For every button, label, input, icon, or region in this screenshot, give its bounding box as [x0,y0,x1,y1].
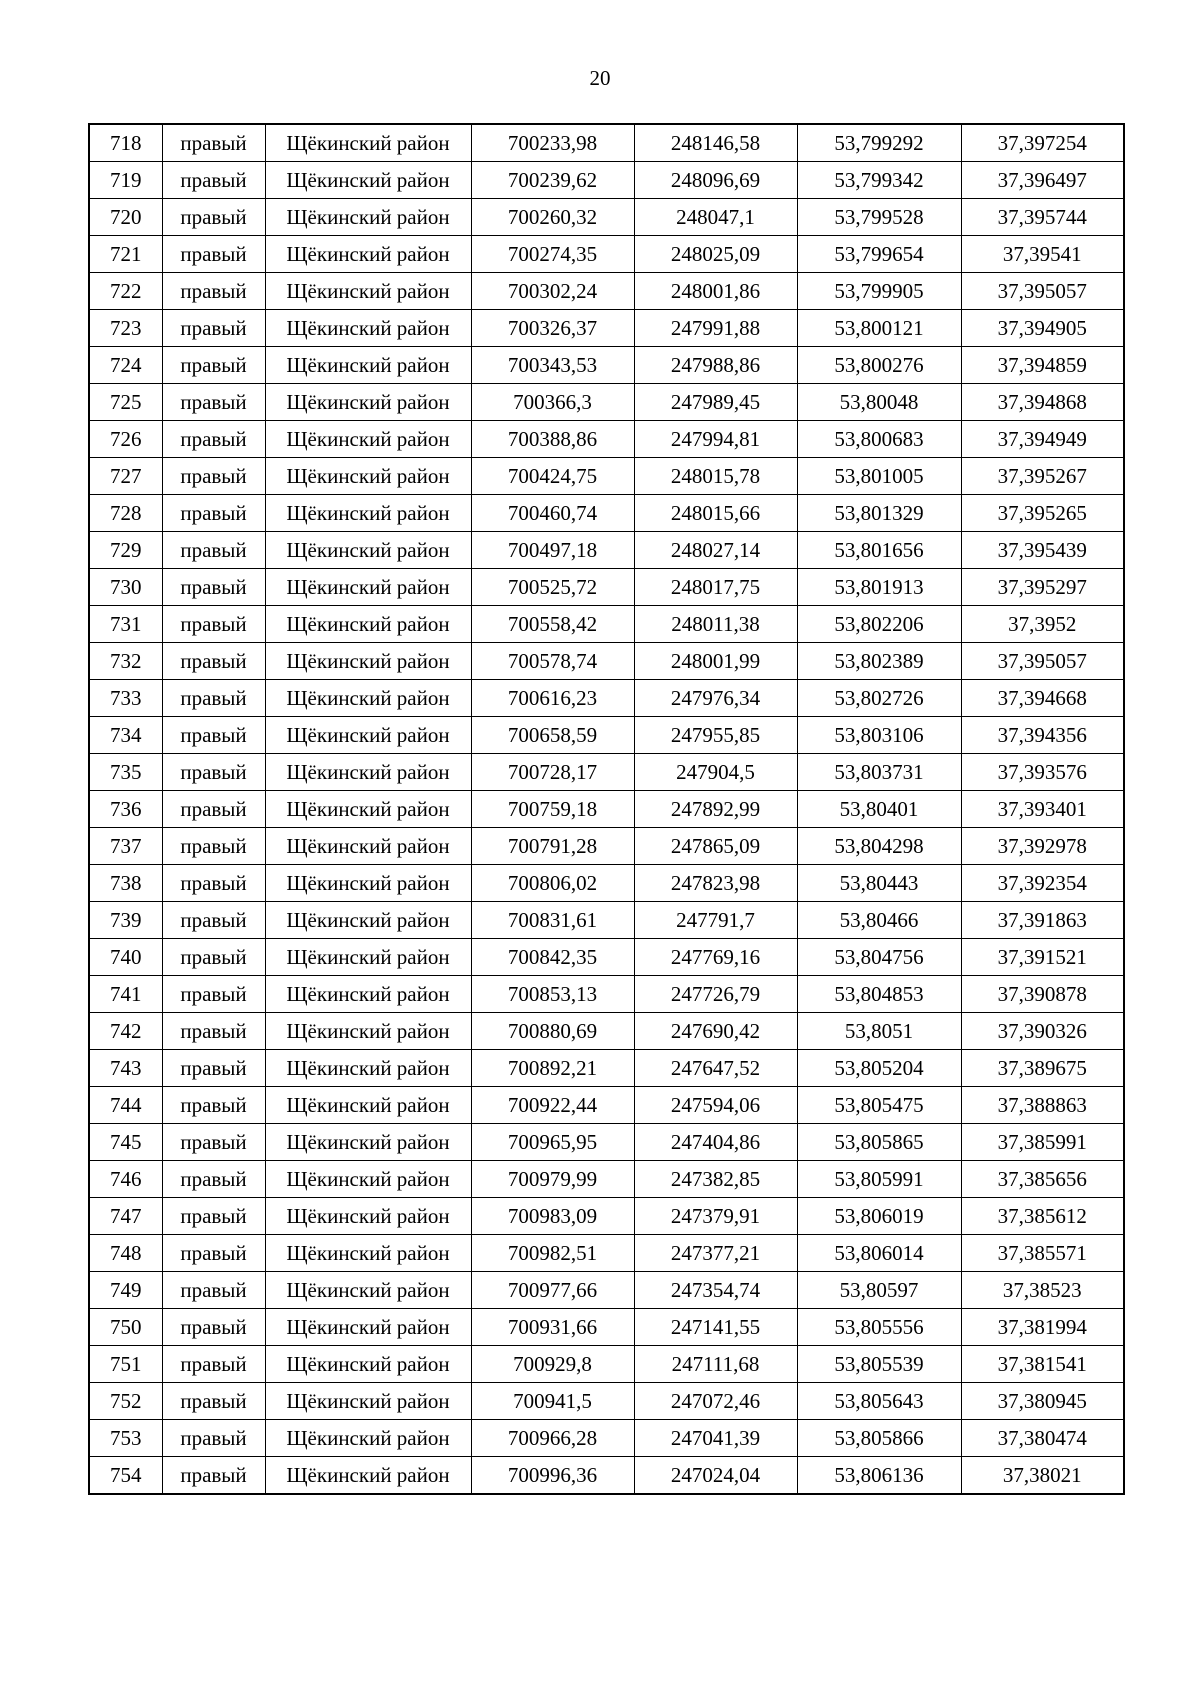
latitude-cell: 53,806019 [797,1198,961,1235]
table-row [89,273,1124,310]
district-cell: Щёкинский район [265,643,471,680]
latitude-cell: 53,799528 [797,199,961,236]
bank-side-cell: правый [162,569,265,606]
x-coordinate-cell: 700388,86 [471,421,634,458]
longitude-cell: 37,390326 [961,1013,1124,1050]
table-row [89,754,1124,791]
latitude-cell: 53,800276 [797,347,961,384]
y-coordinate-cell: 248146,58 [634,124,797,162]
table-row [89,310,1124,347]
table-row [89,1087,1124,1124]
district-cell: Щёкинский район [265,1050,471,1087]
y-coordinate-cell: 247141,55 [634,1309,797,1346]
bank-side-cell: правый [162,1309,265,1346]
bank-side-cell: правый [162,124,265,162]
latitude-cell: 53,8051 [797,1013,961,1050]
y-coordinate-cell: 247379,91 [634,1198,797,1235]
point-number-cell: 739 [89,902,162,939]
longitude-cell: 37,380474 [961,1420,1124,1457]
x-coordinate-cell: 700931,66 [471,1309,634,1346]
district-cell: Щёкинский район [265,273,471,310]
point-number-cell: 750 [89,1309,162,1346]
bank-side-cell: правый [162,310,265,347]
latitude-cell: 53,801913 [797,569,961,606]
y-coordinate-cell: 247976,34 [634,680,797,717]
longitude-cell: 37,381994 [961,1309,1124,1346]
bank-side-cell: правый [162,199,265,236]
bank-side-cell: правый [162,495,265,532]
district-cell: Щёкинский район [265,347,471,384]
longitude-cell: 37,395439 [961,532,1124,569]
bank-side-cell: правый [162,532,265,569]
district-cell: Щёкинский район [265,828,471,865]
district-cell: Щёкинский район [265,1457,471,1495]
longitude-cell: 37,394905 [961,310,1124,347]
point-number-cell: 753 [89,1420,162,1457]
latitude-cell: 53,80048 [797,384,961,421]
table-row [89,421,1124,458]
table-row [89,791,1124,828]
y-coordinate-cell: 248001,99 [634,643,797,680]
longitude-cell: 37,396497 [961,162,1124,199]
district-cell: Щёкинский район [265,532,471,569]
district-cell: Щёкинский район [265,199,471,236]
latitude-cell: 53,805643 [797,1383,961,1420]
latitude-cell: 53,805556 [797,1309,961,1346]
table-row [89,458,1124,495]
longitude-cell: 37,390878 [961,976,1124,1013]
longitude-cell: 37,381541 [961,1346,1124,1383]
table-row [89,532,1124,569]
point-number-cell: 743 [89,1050,162,1087]
latitude-cell: 53,800683 [797,421,961,458]
bank-side-cell: правый [162,1050,265,1087]
longitude-cell: 37,395057 [961,273,1124,310]
x-coordinate-cell: 700965,95 [471,1124,634,1161]
latitude-cell: 53,801005 [797,458,961,495]
table-row [89,1272,1124,1309]
point-number-cell: 722 [89,273,162,310]
x-coordinate-cell: 700424,75 [471,458,634,495]
y-coordinate-cell: 247994,81 [634,421,797,458]
x-coordinate-cell: 700728,17 [471,754,634,791]
bank-side-cell: правый [162,347,265,384]
district-cell: Щёкинский район [265,1161,471,1198]
point-number-cell: 731 [89,606,162,643]
x-coordinate-cell: 700558,42 [471,606,634,643]
y-coordinate-cell: 247404,86 [634,1124,797,1161]
table-row [89,1124,1124,1161]
point-number-cell: 751 [89,1346,162,1383]
table-row [89,1198,1124,1235]
point-number-cell: 719 [89,162,162,199]
latitude-cell: 53,799654 [797,236,961,273]
y-coordinate-cell: 247769,16 [634,939,797,976]
latitude-cell: 53,802206 [797,606,961,643]
point-number-cell: 741 [89,976,162,1013]
district-cell: Щёкинский район [265,1272,471,1309]
district-cell: Щёкинский район [265,1235,471,1272]
bank-side-cell: правый [162,384,265,421]
district-cell: Щёкинский район [265,310,471,347]
table-row [89,1013,1124,1050]
bank-side-cell: правый [162,1383,265,1420]
x-coordinate-cell: 700791,28 [471,828,634,865]
district-cell: Щёкинский район [265,1309,471,1346]
longitude-cell: 37,389675 [961,1050,1124,1087]
y-coordinate-cell: 248011,38 [634,606,797,643]
table-row [89,495,1124,532]
latitude-cell: 53,799342 [797,162,961,199]
y-coordinate-cell: 248047,1 [634,199,797,236]
point-number-cell: 737 [89,828,162,865]
table-row [89,1050,1124,1087]
table-row [89,384,1124,421]
district-cell: Щёкинский район [265,902,471,939]
point-number-cell: 723 [89,310,162,347]
point-number-cell: 736 [89,791,162,828]
district-cell: Щёкинский район [265,1087,471,1124]
longitude-cell: 37,393576 [961,754,1124,791]
point-number-cell: 740 [89,939,162,976]
district-cell: Щёкинский район [265,606,471,643]
x-coordinate-cell: 700326,37 [471,310,634,347]
x-coordinate-cell: 700525,72 [471,569,634,606]
x-coordinate-cell: 700759,18 [471,791,634,828]
table-row [89,1346,1124,1383]
bank-side-cell: правый [162,458,265,495]
longitude-cell: 37,392354 [961,865,1124,902]
point-number-cell: 718 [89,124,162,162]
longitude-cell: 37,394356 [961,717,1124,754]
longitude-cell: 37,392978 [961,828,1124,865]
latitude-cell: 53,801656 [797,532,961,569]
table-row [89,199,1124,236]
district-cell: Щёкинский район [265,717,471,754]
point-number-cell: 729 [89,532,162,569]
longitude-cell: 37,388863 [961,1087,1124,1124]
y-coordinate-cell: 247823,98 [634,865,797,902]
longitude-cell: 37,38021 [961,1457,1124,1495]
table-row [89,606,1124,643]
point-number-cell: 747 [89,1198,162,1235]
table-row [89,717,1124,754]
latitude-cell: 53,799905 [797,273,961,310]
x-coordinate-cell: 700302,24 [471,273,634,310]
table-row [89,162,1124,199]
longitude-cell: 37,394868 [961,384,1124,421]
y-coordinate-cell: 248001,86 [634,273,797,310]
bank-side-cell: правый [162,828,265,865]
longitude-cell: 37,394859 [961,347,1124,384]
longitude-cell: 37,380945 [961,1383,1124,1420]
table-row [89,1383,1124,1420]
district-cell: Щёкинский район [265,1013,471,1050]
latitude-cell: 53,805865 [797,1124,961,1161]
y-coordinate-cell: 247690,42 [634,1013,797,1050]
y-coordinate-cell: 247382,85 [634,1161,797,1198]
latitude-cell: 53,799292 [797,124,961,162]
table-row [89,1161,1124,1198]
longitude-cell: 37,385991 [961,1124,1124,1161]
coordinates-table [88,123,1125,1495]
x-coordinate-cell: 700460,74 [471,495,634,532]
longitude-cell: 37,395267 [961,458,1124,495]
latitude-cell: 53,805204 [797,1050,961,1087]
y-coordinate-cell: 247726,79 [634,976,797,1013]
x-coordinate-cell: 700658,59 [471,717,634,754]
y-coordinate-cell: 247377,21 [634,1235,797,1272]
point-number-cell: 720 [89,199,162,236]
longitude-cell: 37,394949 [961,421,1124,458]
latitude-cell: 53,80401 [797,791,961,828]
district-cell: Щёкинский район [265,124,471,162]
latitude-cell: 53,804298 [797,828,961,865]
district-cell: Щёкинский район [265,939,471,976]
y-coordinate-cell: 247041,39 [634,1420,797,1457]
y-coordinate-cell: 247988,86 [634,347,797,384]
district-cell: Щёкинский район [265,384,471,421]
x-coordinate-cell: 700497,18 [471,532,634,569]
point-number-cell: 735 [89,754,162,791]
x-coordinate-cell: 700880,69 [471,1013,634,1050]
x-coordinate-cell: 700274,35 [471,236,634,273]
table-row [89,643,1124,680]
bank-side-cell: правый [162,902,265,939]
bank-side-cell: правый [162,791,265,828]
y-coordinate-cell: 247991,88 [634,310,797,347]
latitude-cell: 53,80597 [797,1272,961,1309]
y-coordinate-cell: 247594,06 [634,1087,797,1124]
longitude-cell: 37,395744 [961,199,1124,236]
bank-side-cell: правый [162,162,265,199]
longitude-cell: 37,385656 [961,1161,1124,1198]
bank-side-cell: правый [162,1272,265,1309]
latitude-cell: 53,804756 [797,939,961,976]
table-row [89,680,1124,717]
district-cell: Щёкинский район [265,162,471,199]
latitude-cell: 53,805991 [797,1161,961,1198]
point-number-cell: 726 [89,421,162,458]
point-number-cell: 749 [89,1272,162,1309]
latitude-cell: 53,805539 [797,1346,961,1383]
y-coordinate-cell: 247791,7 [634,902,797,939]
y-coordinate-cell: 248015,78 [634,458,797,495]
district-cell: Щёкинский район [265,680,471,717]
longitude-cell: 37,391863 [961,902,1124,939]
longitude-cell: 37,395297 [961,569,1124,606]
latitude-cell: 53,806014 [797,1235,961,1272]
bank-side-cell: правый [162,1124,265,1161]
y-coordinate-cell: 247647,52 [634,1050,797,1087]
y-coordinate-cell: 247111,68 [634,1346,797,1383]
table-row [89,569,1124,606]
table-row [89,1420,1124,1457]
point-number-cell: 730 [89,569,162,606]
bank-side-cell: правый [162,1087,265,1124]
table-row [89,902,1124,939]
y-coordinate-cell: 248025,09 [634,236,797,273]
table-row [89,865,1124,902]
y-coordinate-cell: 247024,04 [634,1457,797,1495]
y-coordinate-cell: 247354,74 [634,1272,797,1309]
district-cell: Щёкинский район [265,569,471,606]
table-row [89,1457,1124,1495]
longitude-cell: 37,39541 [961,236,1124,273]
table-row [89,1309,1124,1346]
x-coordinate-cell: 700979,99 [471,1161,634,1198]
longitude-cell: 37,395265 [961,495,1124,532]
table-row [89,939,1124,976]
y-coordinate-cell: 247955,85 [634,717,797,754]
bank-side-cell: правый [162,1161,265,1198]
longitude-cell: 37,391521 [961,939,1124,976]
y-coordinate-cell: 248017,75 [634,569,797,606]
district-cell: Щёкинский район [265,791,471,828]
longitude-cell: 37,397254 [961,124,1124,162]
x-coordinate-cell: 700239,62 [471,162,634,199]
latitude-cell: 53,80466 [797,902,961,939]
latitude-cell: 53,805475 [797,1087,961,1124]
bank-side-cell: правый [162,939,265,976]
point-number-cell: 746 [89,1161,162,1198]
point-number-cell: 738 [89,865,162,902]
district-cell: Щёкинский район [265,1420,471,1457]
table-row [89,236,1124,273]
latitude-cell: 53,804853 [797,976,961,1013]
x-coordinate-cell: 700578,74 [471,643,634,680]
district-cell: Щёкинский район [265,754,471,791]
x-coordinate-cell: 700366,3 [471,384,634,421]
longitude-cell: 37,395057 [961,643,1124,680]
district-cell: Щёкинский район [265,1124,471,1161]
longitude-cell: 37,38523 [961,1272,1124,1309]
y-coordinate-cell: 248096,69 [634,162,797,199]
point-number-cell: 727 [89,458,162,495]
bank-side-cell: правый [162,1457,265,1495]
bank-side-cell: правый [162,1198,265,1235]
x-coordinate-cell: 700922,44 [471,1087,634,1124]
y-coordinate-cell: 247072,46 [634,1383,797,1420]
district-cell: Щёкинский район [265,458,471,495]
point-number-cell: 742 [89,1013,162,1050]
y-coordinate-cell: 248015,66 [634,495,797,532]
point-number-cell: 721 [89,236,162,273]
x-coordinate-cell: 700806,02 [471,865,634,902]
bank-side-cell: правый [162,421,265,458]
district-cell: Щёкинский район [265,421,471,458]
latitude-cell: 53,801329 [797,495,961,532]
x-coordinate-cell: 700233,98 [471,124,634,162]
y-coordinate-cell: 247892,99 [634,791,797,828]
bank-side-cell: правый [162,236,265,273]
point-number-cell: 724 [89,347,162,384]
longitude-cell: 37,3952 [961,606,1124,643]
table-row [89,828,1124,865]
y-coordinate-cell: 247989,45 [634,384,797,421]
district-cell: Щёкинский район [265,1346,471,1383]
x-coordinate-cell: 700892,21 [471,1050,634,1087]
latitude-cell: 53,803731 [797,754,961,791]
latitude-cell: 53,806136 [797,1457,961,1495]
page-number: 20 [589,66,611,90]
x-coordinate-cell: 700343,53 [471,347,634,384]
bank-side-cell: правый [162,1013,265,1050]
district-cell: Щёкинский район [265,976,471,1013]
bank-side-cell: правый [162,1420,265,1457]
x-coordinate-cell: 700983,09 [471,1198,634,1235]
x-coordinate-cell: 700982,51 [471,1235,634,1272]
district-cell: Щёкинский район [265,1198,471,1235]
y-coordinate-cell: 247904,5 [634,754,797,791]
bank-side-cell: правый [162,680,265,717]
longitude-cell: 37,393401 [961,791,1124,828]
district-cell: Щёкинский район [265,1383,471,1420]
table-row [89,976,1124,1013]
point-number-cell: 733 [89,680,162,717]
latitude-cell: 53,802389 [797,643,961,680]
table-body [89,124,1124,1494]
bank-side-cell: правый [162,1235,265,1272]
longitude-cell: 37,394668 [961,680,1124,717]
x-coordinate-cell: 700966,28 [471,1420,634,1457]
latitude-cell: 53,800121 [797,310,961,347]
latitude-cell: 53,805866 [797,1420,961,1457]
y-coordinate-cell: 248027,14 [634,532,797,569]
bank-side-cell: правый [162,273,265,310]
longitude-cell: 37,385571 [961,1235,1124,1272]
table-row [89,124,1124,162]
x-coordinate-cell: 700996,36 [471,1457,634,1495]
bank-side-cell: правый [162,754,265,791]
latitude-cell: 53,803106 [797,717,961,754]
longitude-cell: 37,385612 [961,1198,1124,1235]
point-number-cell: 734 [89,717,162,754]
bank-side-cell: правый [162,643,265,680]
table-row [89,347,1124,384]
bank-side-cell: правый [162,976,265,1013]
bank-side-cell: правый [162,717,265,754]
latitude-cell: 53,802726 [797,680,961,717]
x-coordinate-cell: 700853,13 [471,976,634,1013]
point-number-cell: 752 [89,1383,162,1420]
x-coordinate-cell: 700941,5 [471,1383,634,1420]
point-number-cell: 754 [89,1457,162,1495]
x-coordinate-cell: 700260,32 [471,199,634,236]
point-number-cell: 725 [89,384,162,421]
x-coordinate-cell: 700831,61 [471,902,634,939]
y-coordinate-cell: 247865,09 [634,828,797,865]
point-number-cell: 728 [89,495,162,532]
bank-side-cell: правый [162,865,265,902]
x-coordinate-cell: 700929,8 [471,1346,634,1383]
point-number-cell: 745 [89,1124,162,1161]
district-cell: Щёкинский район [265,236,471,273]
x-coordinate-cell: 700616,23 [471,680,634,717]
point-number-cell: 732 [89,643,162,680]
x-coordinate-cell: 700977,66 [471,1272,634,1309]
latitude-cell: 53,80443 [797,865,961,902]
district-cell: Щёкинский район [265,495,471,532]
bank-side-cell: правый [162,1346,265,1383]
point-number-cell: 748 [89,1235,162,1272]
point-number-cell: 744 [89,1087,162,1124]
table-row [89,1235,1124,1272]
x-coordinate-cell: 700842,35 [471,939,634,976]
district-cell: Щёкинский район [265,865,471,902]
bank-side-cell: правый [162,606,265,643]
